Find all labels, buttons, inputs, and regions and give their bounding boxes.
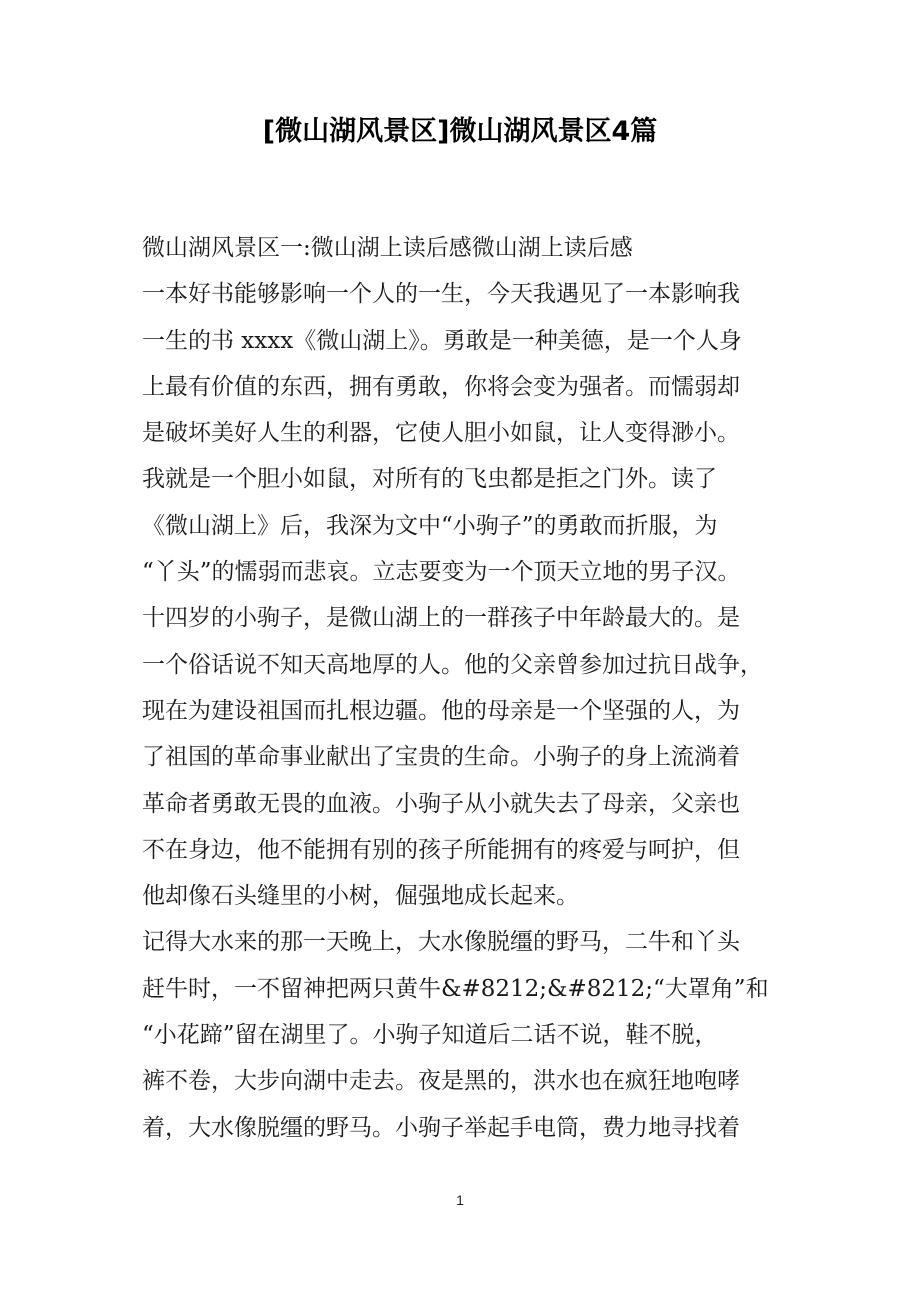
text-line: 不在身边，他不能拥有别的孩子所能拥有的疼爱与呵护，但	[142, 836, 740, 863]
text-line: 一个俗话说不知天高地厚的人。他的父亲曾参加过抗日战争，	[142, 651, 763, 678]
text-line: 革命者勇敢无畏的血液。小驹子从小就失去了母亲，父亲也	[142, 790, 740, 817]
text-line: 我就是一个胆小如鼠，对所有的飞虫都是拒之门外。读了	[142, 466, 717, 493]
document-title	[0, 112, 920, 152]
document-title-text: [微山湖风景区]微山湖风景区4篇	[262, 116, 658, 147]
text-line: 《微山湖上》后，我深为文中“小驹子”的勇敢而折服，为	[142, 512, 718, 539]
text-line: 赶牛时，一不留神把两只黄牛&#8212;&#8212;“大罩角”和	[142, 975, 769, 1002]
text-line: 裤不卷，大步向湖中走去。夜是黑的，洪水也在疯狂地咆哮	[142, 1068, 740, 1095]
text-line: 上最有价值的东西，拥有勇敢，你将会变为强者。而懦弱却	[142, 373, 740, 400]
text-line: 微山湖风景区一:微山湖上读后感微山湖上读后感	[142, 235, 633, 261]
text-line: 记得大水来的那一天晚上，大水像脱缰的野马，二牛和丫头	[142, 929, 740, 956]
text-line: 现在为建设祖国而扎根边疆。他的母亲是一个坚强的人，为	[142, 697, 740, 724]
text-line: 了祖国的革命事业献出了宝贵的生命。小驹子的身上流淌着	[142, 744, 740, 771]
document-body	[142, 225, 802, 1151]
text-line: 一本好书能够影响一个人的一生，今天我遇见了一本影响我	[142, 281, 740, 308]
text-line: 是破坏美好人生的利器，它使人胆小如鼠，让人变得渺小。	[142, 420, 740, 447]
text-line: “小花蹄”留在湖里了。小驹子知道后二话不说，鞋不脱，	[142, 1022, 718, 1049]
text-line: 他却像石头缝里的小树，倔强地成长起来。	[142, 883, 579, 910]
text-line: 着，大水像脱缰的野马。小驹子举起手电筒，费力地寻找着	[142, 1114, 740, 1141]
text-line: 一生的书 xxxx《微山湖上》。勇敢是一种美德，是一个人身	[142, 327, 742, 354]
text-line: “丫头”的懦弱而悲哀。立志要变为一个顶天立地的男子汉。	[142, 559, 741, 586]
text-line: 十四岁的小驹子，是微山湖上的一群孩子中年龄最大的。是	[142, 605, 740, 632]
page-number: 1	[456, 1192, 464, 1208]
